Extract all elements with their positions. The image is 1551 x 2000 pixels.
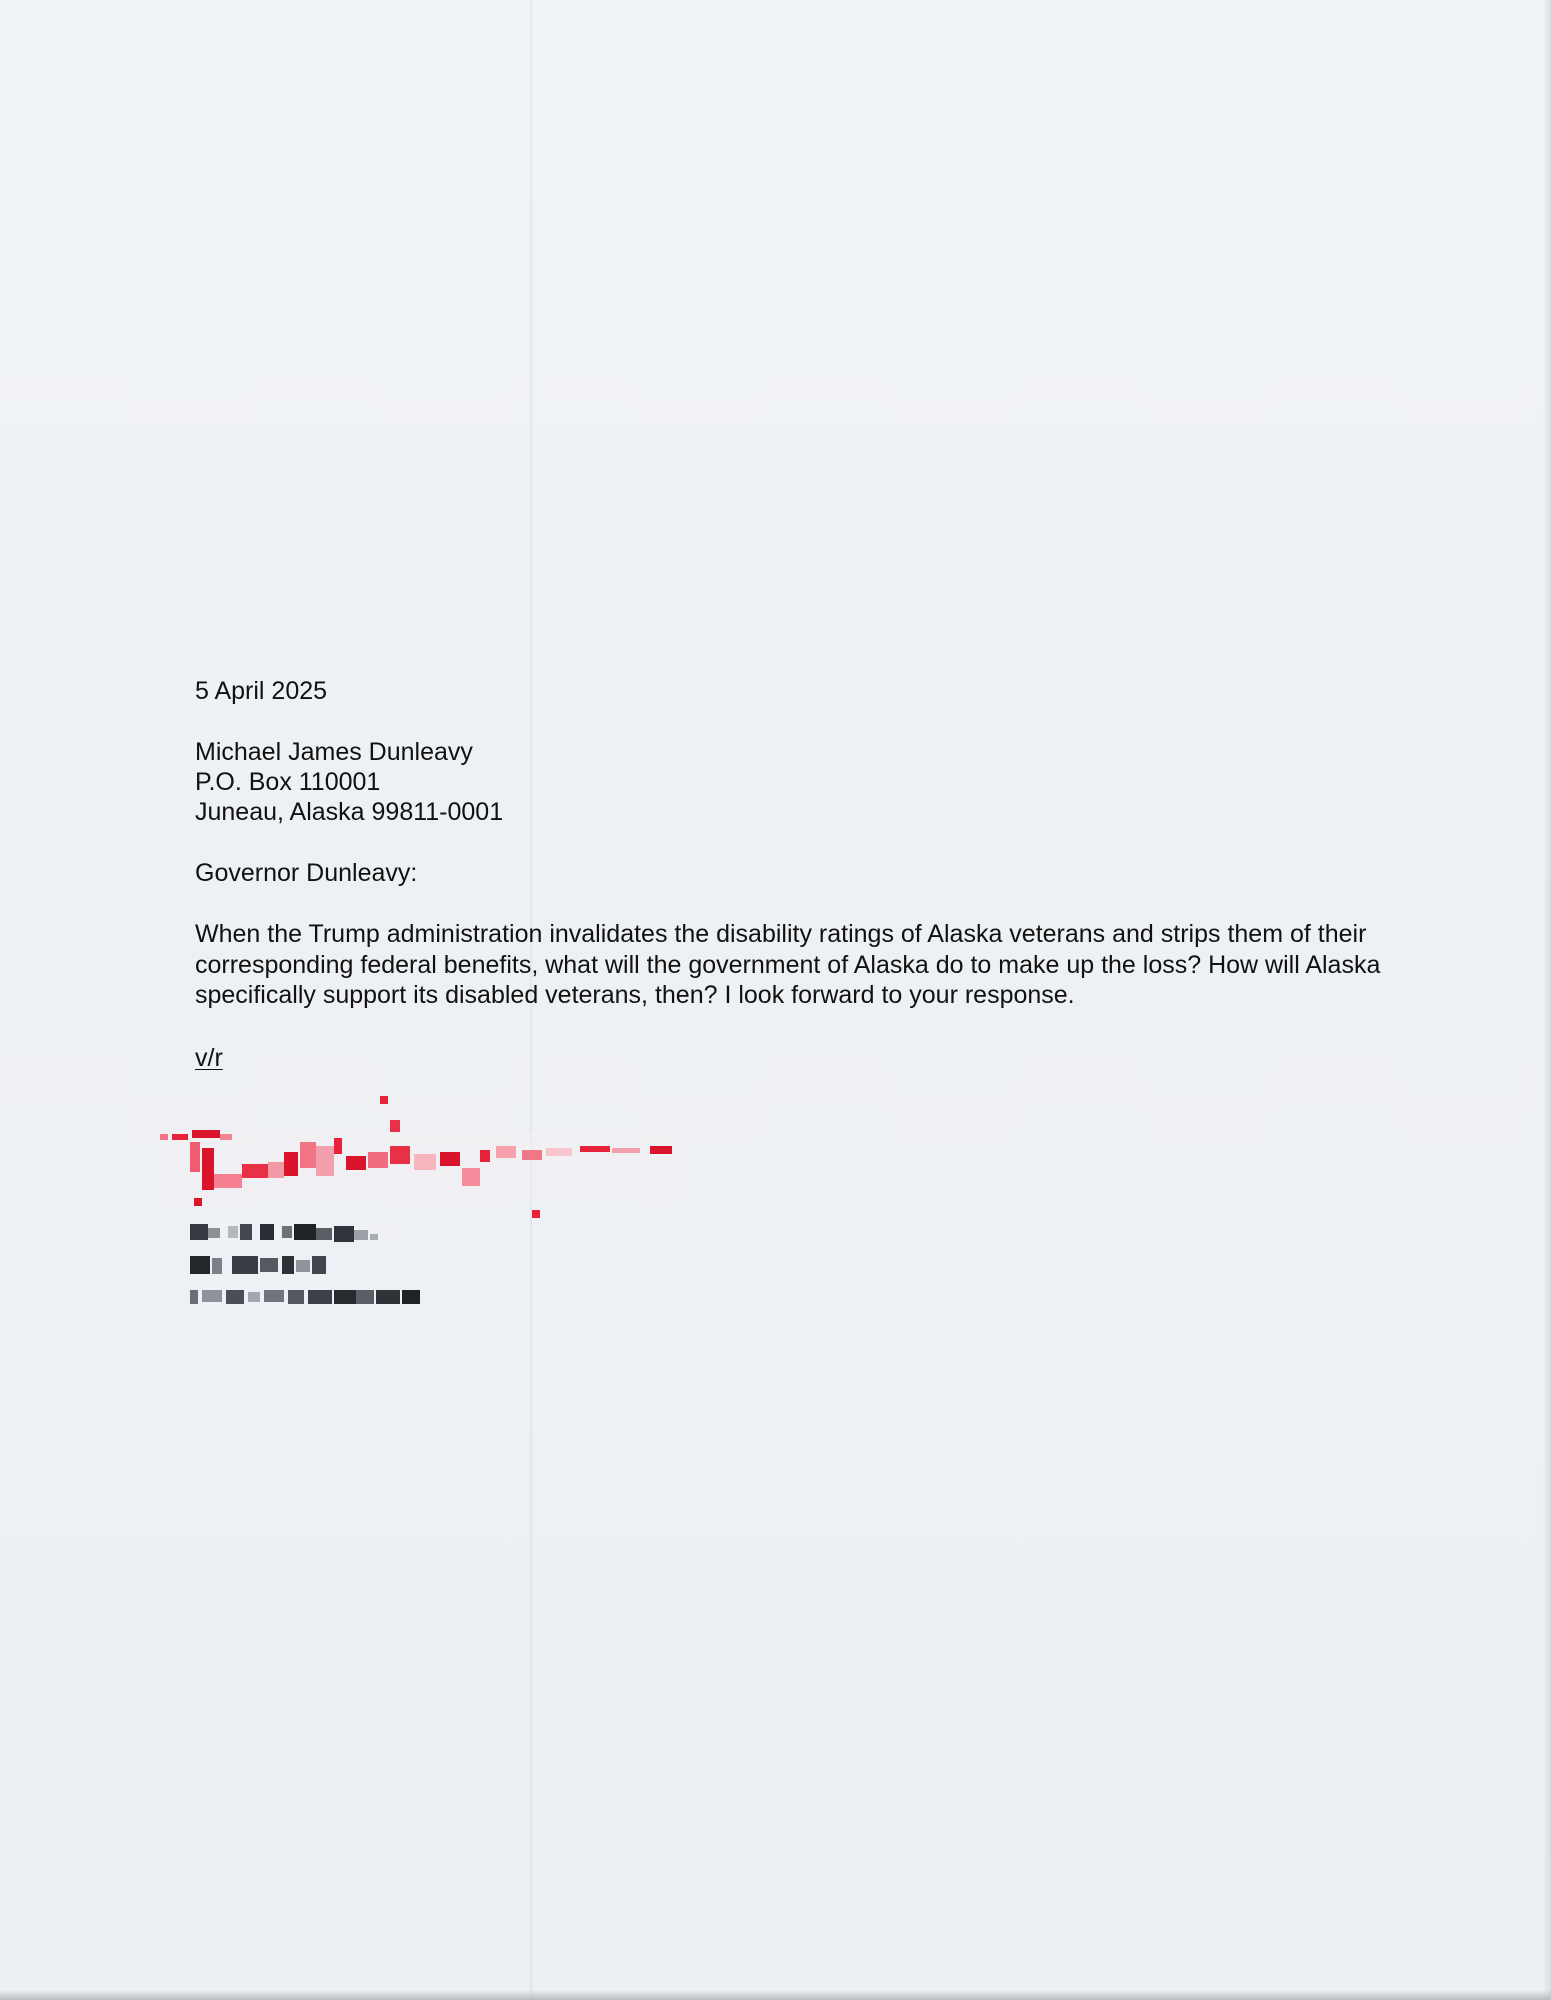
letter-content — [195, 676, 1395, 1073]
redacted-signature-icon — [150, 1092, 710, 1322]
scan-edge-right — [1543, 0, 1551, 2000]
recipient-address-line-1: P.O. Box 110001 — [195, 768, 381, 796]
letter-body: When the Trump administration invalidates the disability ratings of Alaska veterans and strips them of their corresponding federal benefits, what will the government of Alaska do to make up the loss? How will Alaska specifically support its disabled veterans, then? I look forward to your response. — [195, 920, 1381, 1009]
closing: v/r — [195, 1043, 223, 1072]
pixelated-signature — [160, 1096, 680, 1218]
recipient-address-line-2: Juneau, Alaska 99811-0001 — [195, 798, 504, 826]
letter-date: 5 April 2025 — [195, 677, 328, 705]
salutation: Governor Dunleavy: — [195, 859, 418, 887]
spacer — [195, 706, 1395, 737]
redacted-signature-block — [150, 1092, 710, 1322]
scan-edge-bottom — [0, 1990, 1551, 2000]
spacer — [195, 888, 1395, 919]
spacer — [195, 827, 1395, 858]
pixelated-sender-block — [190, 1222, 420, 1304]
recipient-name: Michael James Dunleavy — [195, 738, 473, 766]
